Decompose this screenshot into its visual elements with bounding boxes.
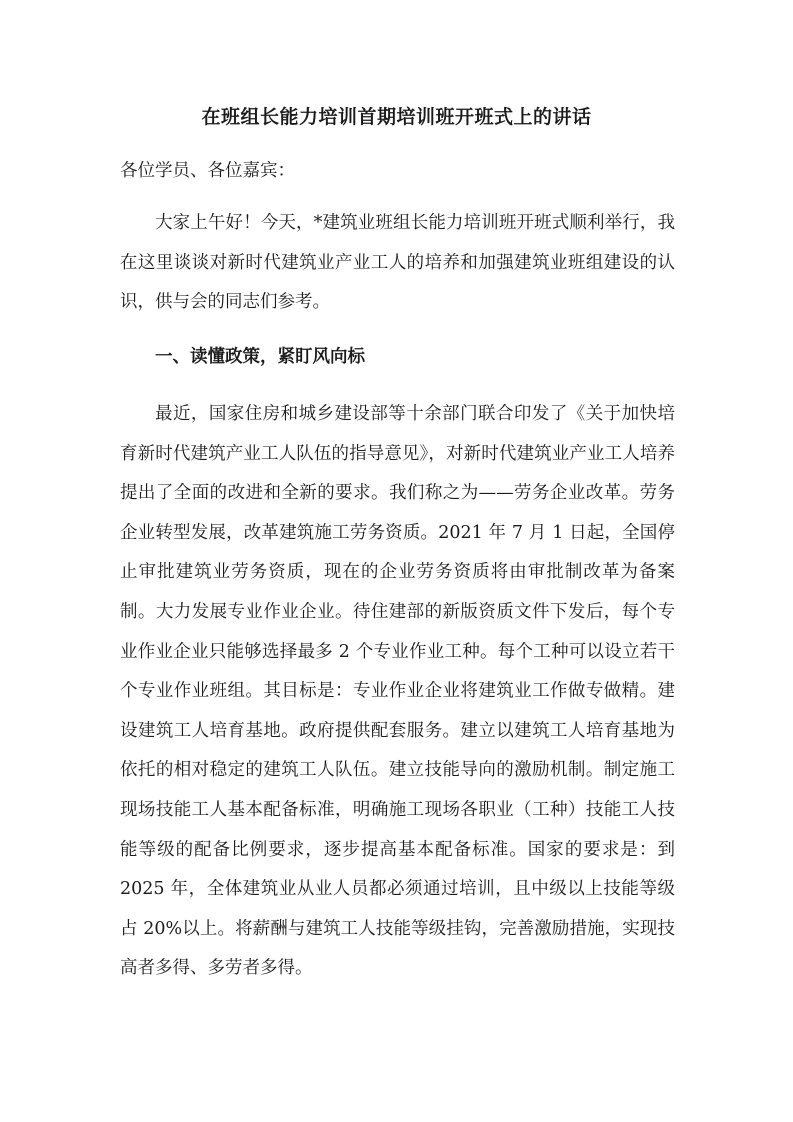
- document-title: 在班组长能力培训首期培训班开班式上的讲话: [201, 106, 592, 128]
- section-heading: 一、读懂政策，紧盯风向标: [155, 347, 365, 367]
- paragraph-opening: 大家上午好！今天，*建筑业班组长能力培训班开班式顺利举行，我在这里谈谈对新时代建筑业产业工人的培养和加强建筑业班组建设的认识，供与会的同志们参考。: [120, 213, 675, 313]
- paragraph-policy: 最近，国家住房和城乡建设部等十余部门联合印发了《关于加快培育新时代建筑产业工人队伍的指导意见》，对新时代建筑业产业工人培养提出了全面的改进和全新的要求。我们称之为——劳务企业改革。劳务企业转型发展，改革建筑施工劳务资质。2021 年 7 月 1 日起，全国停止审批建筑业劳务资质，现在的企业劳务资质将由审批制改革为备案制。大力发展专业作业企业。待住建部的新版资质文件下发后，每个专业作业企业只能够选择最多 2 个专业作业工种。每个工种可以设立若干个专业作业班组。其目标是：专业作业企业将建筑业工作做专做精。建设建筑工人培育基地。政府提供配套服务。建立以建筑工人培育基地为依托的相对稳定的建筑工人队伍。建立技能导向的激励机制。制定施工现场技能工人基本配备标准，明确施工现场各职业（工种）技能工人技能等级的配备比例要求，逐步提高基本配备标准。国家的要求是：到2025 年，全体建筑业从业人员都必须通过培训，且中级以上技能等级占 20%以上。将薪酬与建筑工人技能等级挂钩，完善激励措施，实现技高者多得、多劳者多得。: [120, 404, 675, 979]
- greeting: 各位学员、各位嘉宾：: [120, 161, 295, 181]
